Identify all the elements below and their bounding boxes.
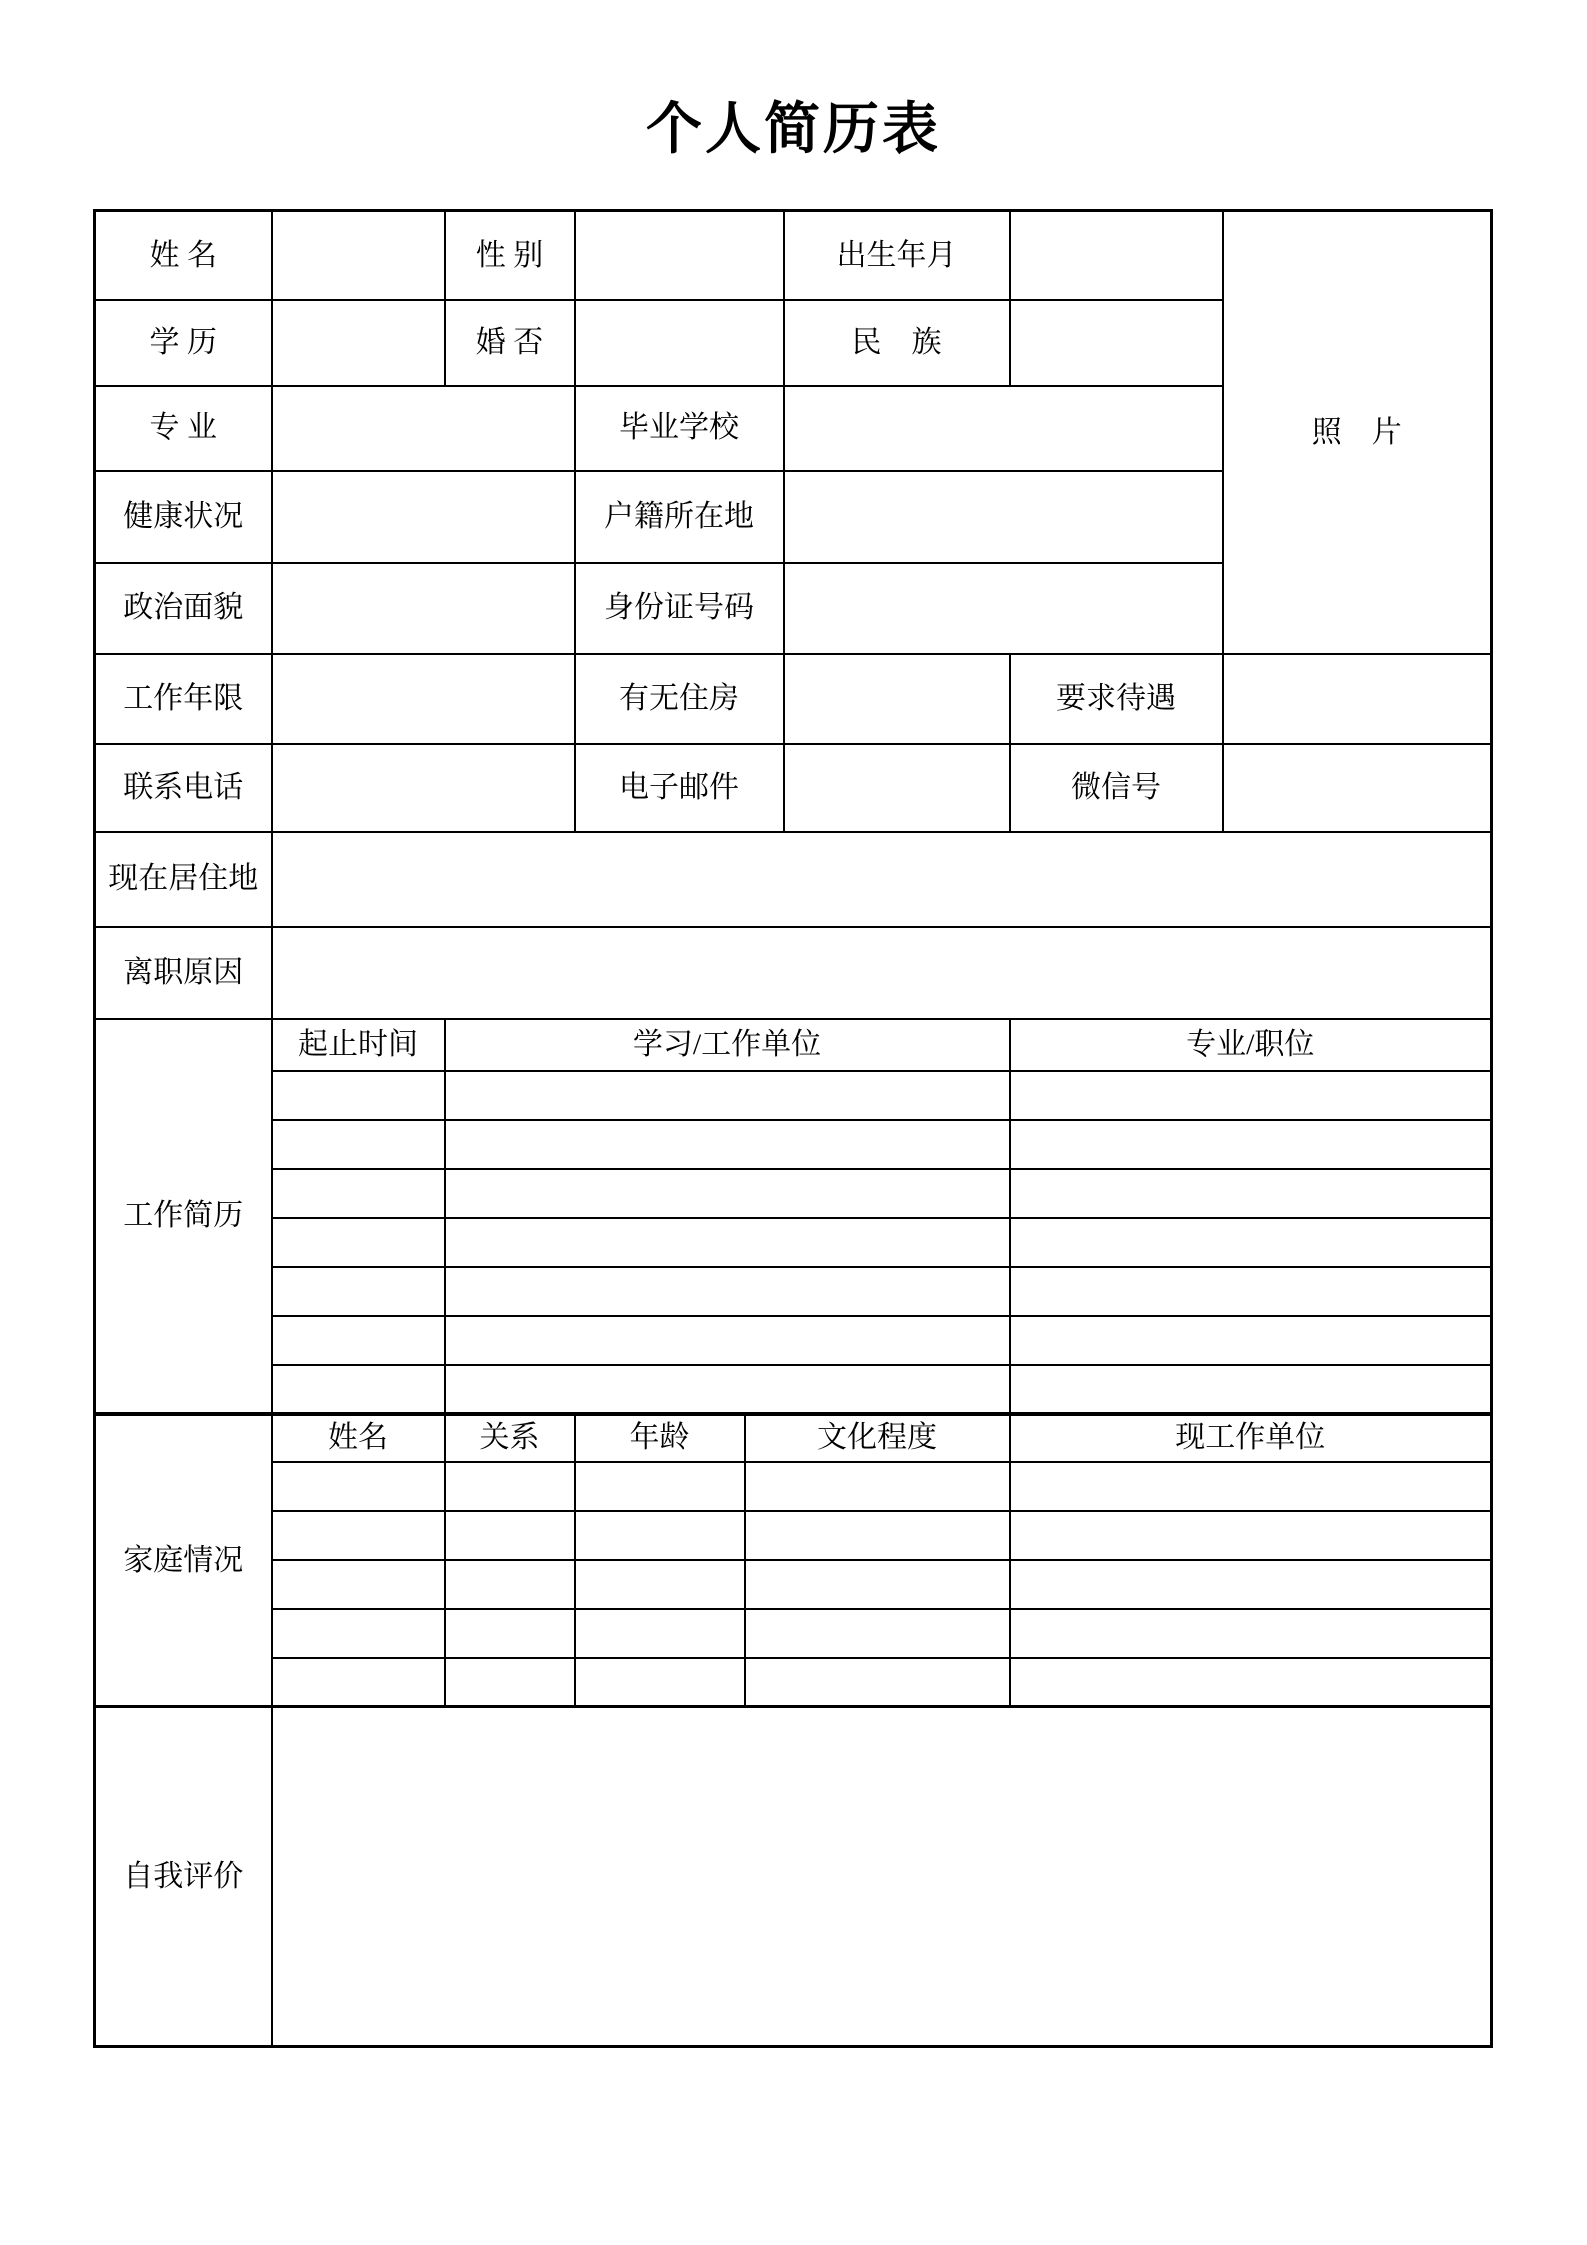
family-cell-age[interactable] xyxy=(575,1609,745,1658)
major-value[interactable] xyxy=(272,386,575,471)
work-history-cell-position[interactable] xyxy=(1010,1169,1492,1218)
name-label: 姓 名 xyxy=(95,211,272,300)
housing-label: 有无住房 xyxy=(575,654,784,744)
work-years-value[interactable] xyxy=(272,654,575,744)
household-location-label: 户籍所在地 xyxy=(575,471,784,563)
work-history-cell-period[interactable] xyxy=(272,1316,445,1365)
work-history-row xyxy=(95,1365,1492,1414)
family-cell-age[interactable] xyxy=(575,1511,745,1560)
expected-salary-label: 要求待遇 xyxy=(1010,654,1223,744)
photo-placeholder[interactable]: 照 片 xyxy=(1223,211,1492,654)
family-cell-relation[interactable] xyxy=(445,1609,575,1658)
family-cell-work-unit[interactable] xyxy=(1010,1560,1492,1609)
family-section-label: 家庭情况 xyxy=(95,1414,272,1707)
family-col-name: 姓名 xyxy=(272,1414,445,1462)
work-history-cell-period[interactable] xyxy=(272,1169,445,1218)
marital-status-value[interactable] xyxy=(575,300,784,386)
gender-value[interactable] xyxy=(575,211,784,300)
family-cell-relation[interactable] xyxy=(445,1658,575,1707)
work-history-cell-period[interactable] xyxy=(272,1071,445,1120)
work-history-cell-position[interactable] xyxy=(1010,1120,1492,1169)
work-history-cell-unit[interactable] xyxy=(445,1365,1010,1414)
resignation-reason-label: 离职原因 xyxy=(95,927,272,1019)
family-row xyxy=(95,1560,1492,1609)
row-basic-1 xyxy=(95,211,1492,300)
family-cell-name[interactable] xyxy=(272,1560,445,1609)
work-history-row xyxy=(95,1071,1492,1120)
family-cell-relation[interactable] xyxy=(445,1511,575,1560)
row-resignation xyxy=(95,927,1492,1019)
ethnicity-label: 民 族 xyxy=(784,300,1010,386)
work-history-cell-unit[interactable] xyxy=(445,1267,1010,1316)
self-evaluation-value[interactable] xyxy=(272,1707,1492,2047)
work-history-cell-position[interactable] xyxy=(1010,1071,1492,1120)
family-cell-age[interactable] xyxy=(575,1560,745,1609)
work-history-cell-period[interactable] xyxy=(272,1218,445,1267)
family-cell-education-level[interactable] xyxy=(745,1609,1010,1658)
marital-status-label: 婚 否 xyxy=(445,300,575,386)
family-cell-relation[interactable] xyxy=(445,1462,575,1511)
work-history-row xyxy=(95,1316,1492,1365)
family-cell-work-unit[interactable] xyxy=(1010,1609,1492,1658)
expected-salary-value[interactable] xyxy=(1223,654,1492,744)
work-history-col-period: 起止时间 xyxy=(272,1019,445,1071)
graduate-school-label: 毕业学校 xyxy=(575,386,784,471)
wechat-value[interactable] xyxy=(1223,744,1492,832)
family-cell-work-unit[interactable] xyxy=(1010,1658,1492,1707)
family-row xyxy=(95,1658,1492,1707)
household-location-value[interactable] xyxy=(784,471,1223,563)
work-history-header-row xyxy=(95,1019,1492,1071)
work-history-section-label: 工作简历 xyxy=(95,1019,272,1414)
phone-value[interactable] xyxy=(272,744,575,832)
birth-date-label: 出生年月 xyxy=(784,211,1010,300)
work-history-cell-position[interactable] xyxy=(1010,1218,1492,1267)
housing-value[interactable] xyxy=(784,654,1010,744)
work-history-cell-unit[interactable] xyxy=(445,1169,1010,1218)
family-cell-education-level[interactable] xyxy=(745,1658,1010,1707)
family-col-relation: 关系 xyxy=(445,1414,575,1462)
work-history-col-position: 专业/职位 xyxy=(1010,1019,1492,1071)
work-history-cell-position[interactable] xyxy=(1010,1316,1492,1365)
work-history-cell-period[interactable] xyxy=(272,1365,445,1414)
resume-form-table xyxy=(93,209,1493,2048)
wechat-label: 微信号 xyxy=(1010,744,1223,832)
education-label: 学 历 xyxy=(95,300,272,386)
email-label: 电子邮件 xyxy=(575,744,784,832)
family-cell-name[interactable] xyxy=(272,1658,445,1707)
id-number-value[interactable] xyxy=(784,563,1223,654)
work-history-cell-period[interactable] xyxy=(272,1267,445,1316)
family-row xyxy=(95,1511,1492,1560)
family-cell-name[interactable] xyxy=(272,1462,445,1511)
political-status-label: 政治面貌 xyxy=(95,563,272,654)
work-history-cell-position[interactable] xyxy=(1010,1365,1492,1414)
major-label: 专 业 xyxy=(95,386,272,471)
family-cell-education-level[interactable] xyxy=(745,1462,1010,1511)
family-header-row xyxy=(95,1414,1492,1462)
family-cell-age[interactable] xyxy=(575,1658,745,1707)
graduate-school-value[interactable] xyxy=(784,386,1223,471)
birth-date-value[interactable] xyxy=(1010,211,1223,300)
work-history-cell-position[interactable] xyxy=(1010,1267,1492,1316)
work-history-cell-unit[interactable] xyxy=(445,1218,1010,1267)
work-history-row xyxy=(95,1218,1492,1267)
id-number-label: 身份证号码 xyxy=(575,563,784,654)
email-value[interactable] xyxy=(784,744,1010,832)
phone-label: 联系电话 xyxy=(95,744,272,832)
work-history-row xyxy=(95,1267,1492,1316)
political-status-value[interactable] xyxy=(272,563,575,654)
work-history-cell-unit[interactable] xyxy=(445,1316,1010,1365)
work-history-cell-unit[interactable] xyxy=(445,1120,1010,1169)
education-value[interactable] xyxy=(272,300,445,386)
row-basic-6 xyxy=(95,654,1492,744)
family-row xyxy=(95,1609,1492,1658)
work-history-row xyxy=(95,1120,1492,1169)
work-history-col-unit: 学习/工作单位 xyxy=(445,1019,1010,1071)
current-residence-value[interactable] xyxy=(272,832,1492,927)
family-row xyxy=(95,1462,1492,1511)
work-years-label: 工作年限 xyxy=(95,654,272,744)
family-col-education-level: 文化程度 xyxy=(745,1414,1010,1462)
health-label: 健康状况 xyxy=(95,471,272,563)
self-evaluation-row xyxy=(95,1707,1492,2047)
row-basic-7 xyxy=(95,744,1492,832)
family-cell-work-unit[interactable] xyxy=(1010,1462,1492,1511)
family-cell-relation[interactable] xyxy=(445,1560,575,1609)
family-cell-age[interactable] xyxy=(575,1462,745,1511)
work-history-row xyxy=(95,1169,1492,1218)
health-value[interactable] xyxy=(272,471,575,563)
family-col-age: 年龄 xyxy=(575,1414,745,1462)
ethnicity-value[interactable] xyxy=(1010,300,1223,386)
gender-label: 性 别 xyxy=(445,211,575,300)
name-value[interactable] xyxy=(272,211,445,300)
family-cell-education-level[interactable] xyxy=(745,1560,1010,1609)
row-residence xyxy=(95,832,1492,927)
work-history-cell-period[interactable] xyxy=(272,1120,445,1169)
current-residence-label: 现在居住地 xyxy=(95,832,272,927)
family-cell-work-unit[interactable] xyxy=(1010,1511,1492,1560)
family-cell-education-level[interactable] xyxy=(745,1511,1010,1560)
family-cell-name[interactable] xyxy=(272,1511,445,1560)
self-evaluation-label: 自我评价 xyxy=(95,1707,272,2047)
work-history-cell-unit[interactable] xyxy=(445,1071,1010,1120)
family-col-work-unit: 现工作单位 xyxy=(1010,1414,1492,1462)
family-cell-name[interactable] xyxy=(272,1609,445,1658)
page-title: 个人简历表 xyxy=(646,99,941,161)
resignation-reason-value[interactable] xyxy=(272,927,1492,1019)
